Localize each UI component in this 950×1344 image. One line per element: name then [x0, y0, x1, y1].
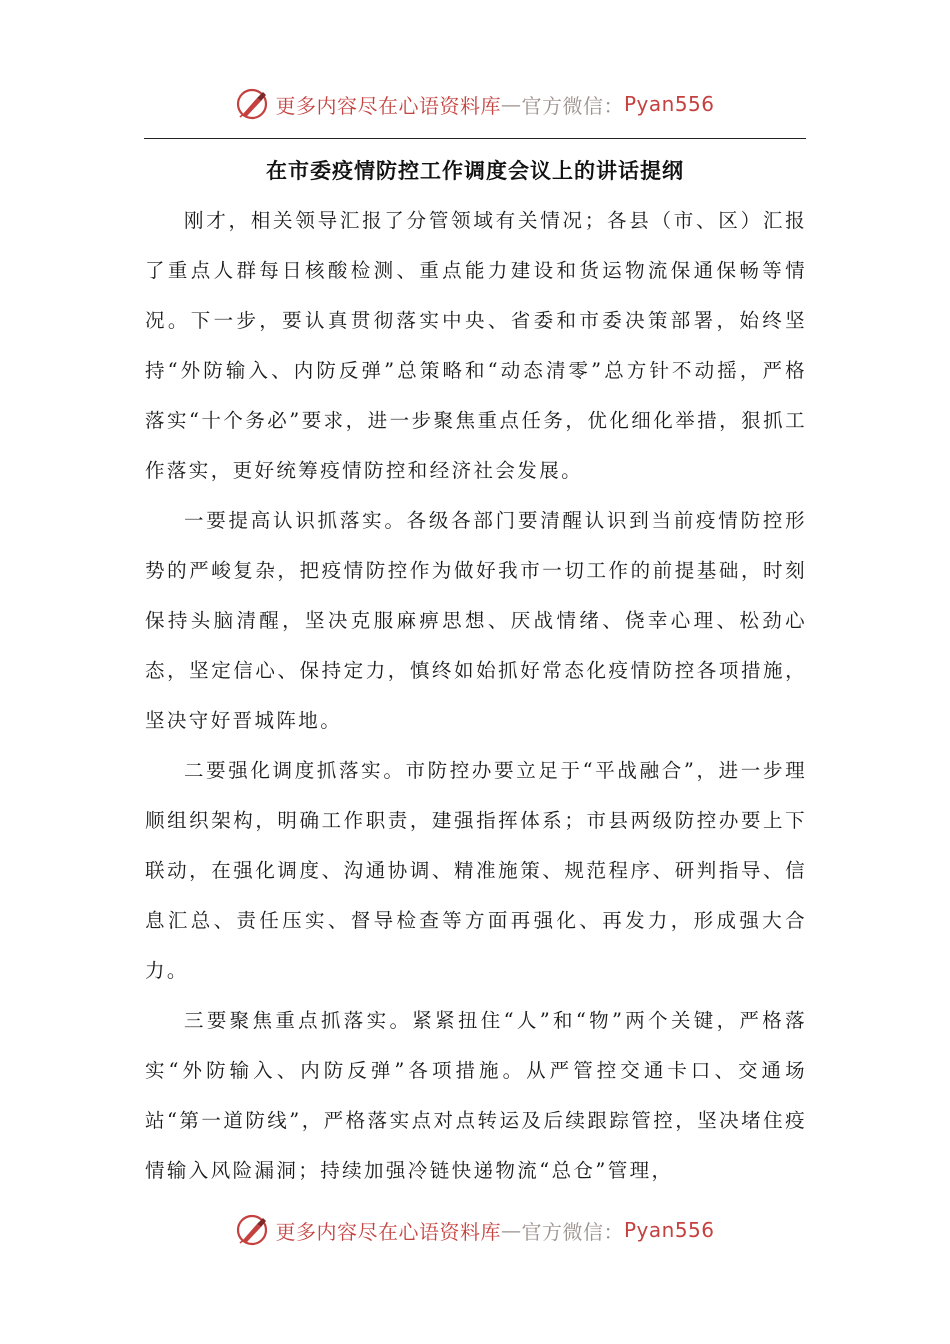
watermark-wechat-id: Pyan556 — [623, 92, 715, 116]
pen-logo-icon — [235, 86, 271, 122]
pen-logo-icon — [235, 1212, 271, 1248]
paragraph-intro: 刚才，相关领导汇报了分管领域有关情况；各县（市、区）汇报了重点人群每日核酸检测、重点能力建设和货运物流保通保畅等情况。下一步，要认真贯彻落实中央、省委和市委决策部署，始终坚持“外防输入、内防反弹”总策略和“动态清零”总方针不动摇，严格落实“十个务必”要求，进一步聚焦重点任务，优化细化举措，狠抓工作落实，更好统筹疫情防控和经济社会发展。 — [145, 209, 807, 482]
watermark-dash: — — [500, 1218, 522, 1242]
watermark-banner-bottom — [0, 1208, 950, 1252]
watermark-wechat-label: 官方微信： — [521, 1219, 624, 1244]
watermark-dash: — — [500, 92, 522, 116]
watermark-site-name: 更多内容尽在心语资料库 — [275, 93, 501, 118]
watermark-site-name: 更多内容尽在心语资料库 — [275, 1219, 501, 1244]
paragraph-point-1: 一要提高认识抓落实。各级各部门要清醒认识到当前疫情防控形势的严峻复杂，把疫情防控作为做好我市一切工作的前提基础，时刻保持头脑清醒，坚决克服麻痹思想、厌战情绪、侥幸心理、松劲心态，坚定信心、保持定力，慎终如始抓好常态化疫情防控各项措施，坚决守好晋城阵地。 — [145, 509, 807, 732]
watermark-wechat-id: Pyan556 — [623, 1218, 715, 1242]
watermark-wechat-label: 官方微信： — [521, 93, 624, 118]
document-title: 在市委疫情防控工作调度会议上的讲话提纲 — [266, 159, 684, 183]
paragraph-point-2: 二要强化调度抓落实。市防控办要立足于“平战融合”，进一步理顺组织架构，明确工作职责，建强指挥体系；市县两级防控办要上下联动，在强化调度、沟通协调、精准施策、规范程序、研判指导、信息汇总、责任压实、督导检查等方面再强化、再发力，形成强大合力。 — [145, 759, 807, 982]
paragraph-point-3: 三要聚焦重点抓落实。紧紧扭住“人”和“物”两个关键，严格落实“外防输入、内防反弹”各项措施。从严管控交通卡口、交通场站“第一道防线”，严格落实点对点转运及后续跟踪管控，坚决堵住疫情输入风险漏洞；持续加强冷链快递物流“总仓”管理， — [145, 1009, 807, 1182]
watermark-banner-top — [0, 82, 950, 126]
document-body — [145, 196, 807, 1196]
header-rule — [144, 138, 806, 139]
